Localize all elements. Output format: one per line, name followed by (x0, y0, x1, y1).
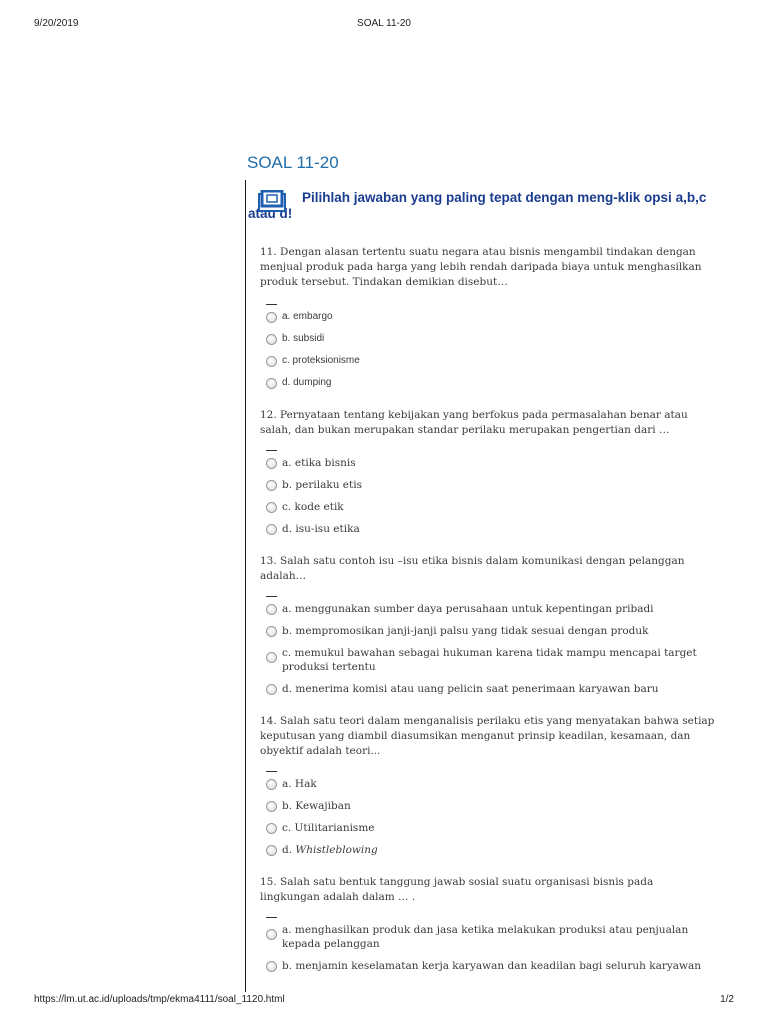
radio-button[interactable] (266, 458, 277, 469)
print-date: 9/20/2019 (34, 18, 79, 29)
option-11c[interactable] (260, 354, 716, 368)
option-14d[interactable] (260, 843, 716, 857)
answer-marker (266, 917, 277, 918)
instruction (246, 180, 726, 222)
question-text: 12. Pernyataan tentang kebijakan yang berfokus pada permasalahan benar atau salah, dan bukan merupakan standar perilaku merupakan pengertian dari … (260, 409, 688, 436)
question-text: 11. Dengan alasan tertentu suatu negara atau bisnis mengambil tindakan dengan menjual produk pada harga yang lebih rendah daripada biaya untuk menghasilkan produk tersebut. Tindakan demikian disebut… (260, 246, 702, 288)
option-label: c. proteksionisme (282, 355, 360, 366)
option-label: a. etika bisnis (282, 457, 356, 469)
option-label: d. isu-isu etika (282, 523, 360, 535)
option-label: b. subsidi (282, 333, 325, 344)
option-14a[interactable] (260, 777, 716, 791)
option-label: b. Kewajiban (282, 800, 351, 812)
option-label: c. Utilitarianisme (282, 822, 375, 834)
option-label: b. perilaku etis (282, 479, 362, 491)
option-12b[interactable] (260, 478, 716, 492)
question-11 (246, 245, 726, 390)
option-12d[interactable] (260, 522, 716, 536)
radio-button[interactable] (266, 378, 277, 389)
option-15b[interactable] (260, 959, 716, 973)
option-14c[interactable] (260, 821, 716, 835)
print-footer (0, 990, 768, 1010)
option-11d[interactable] (260, 376, 716, 390)
option-prefix: d. (282, 844, 296, 856)
option-label: a. embargo (282, 311, 333, 322)
radio-button[interactable] (266, 823, 277, 834)
option-label: a. Hak (282, 778, 317, 790)
radio-button[interactable] (266, 961, 277, 972)
print-title: SOAL 11-20 (357, 18, 411, 29)
radio-button[interactable] (266, 626, 277, 637)
page-title: SOAL 11-20 (247, 153, 339, 172)
option-term: Whistleblowing (295, 844, 378, 856)
option-14b[interactable] (260, 799, 716, 813)
option-label: c. memukul bawahan sebagai hukuman karena tidak mampu mencapai target produksi tertentu (282, 647, 697, 673)
radio-button[interactable] (266, 779, 277, 790)
radio-button[interactable] (266, 502, 277, 513)
print-header (0, 14, 768, 34)
option-11b[interactable] (260, 332, 716, 346)
radio-button[interactable] (266, 801, 277, 812)
radio-button[interactable] (266, 604, 277, 615)
answer-marker (266, 771, 277, 772)
question-text: 13. Salah satu contoh isu –isu etika bisnis dalam komunikasi dengan pelanggan adalah… (260, 555, 685, 582)
option-11a[interactable] (260, 310, 716, 324)
instruction-text: Pilihlah jawaban yang paling tepat dengan meng-klik opsi a,b,c atau d! (248, 190, 707, 221)
question-12 (246, 408, 726, 536)
option-label: c. kode etik (282, 501, 344, 513)
option-13b[interactable] (260, 624, 716, 638)
option-label: d. menerima komisi atau uang pelicin saat penerimaan karyawan baru (282, 683, 659, 695)
question-14 (246, 714, 726, 857)
quiz-content (245, 180, 726, 992)
option-label: a. menggunakan sumber daya perusahaan untuk kepentingan pribadi (282, 603, 654, 615)
question-13 (246, 554, 726, 696)
option-label (282, 843, 378, 857)
radio-button[interactable] (266, 356, 277, 367)
option-label: d. dumping (282, 377, 332, 388)
radio-button[interactable] (266, 845, 277, 856)
question-text: 14. Salah satu teori dalam menganalisis perilaku etis yang menyatakan bahwa setiap keputusan yang diambil diasumsikan menganut prinsip keadilan, kesamaan, dan obyektif adalah teori... (260, 715, 715, 757)
radio-button[interactable] (266, 480, 277, 491)
option-12a[interactable] (260, 456, 716, 470)
option-label: b. mempromosikan janji-janji palsu yang tidak sesuai dengan produk (282, 625, 649, 637)
answer-marker (266, 304, 277, 305)
radio-button[interactable] (266, 684, 277, 695)
question-15 (246, 875, 726, 973)
radio-button[interactable] (266, 929, 277, 940)
option-13d[interactable] (260, 682, 716, 696)
radio-button[interactable] (266, 524, 277, 535)
option-label: b. menjamin keselamatan kerja karyawan dan keadilan bagi seluruh karyawan (282, 960, 702, 972)
option-13a[interactable] (260, 602, 716, 616)
option-15a[interactable] (260, 923, 716, 951)
radio-button[interactable] (266, 652, 277, 663)
print-url: https://lm.ut.ac.id/uploads/tmp/ekma4111/soal_1120.html (34, 994, 285, 1005)
option-label: a. menghasilkan produk dan jasa ketika melakukan produksi atau penjualan kepada pelanggan (282, 924, 689, 950)
option-12c[interactable] (260, 500, 716, 514)
frame-icon (258, 190, 286, 212)
question-text: 15. Salah satu bentuk tanggung jawab sosial suatu organisasi bisnis pada lingkungan adalah dalam … . (260, 876, 654, 903)
radio-button[interactable] (266, 312, 277, 323)
answer-marker (266, 596, 277, 597)
answer-marker (266, 450, 277, 451)
print-page-number: 1/2 (720, 994, 734, 1005)
radio-button[interactable] (266, 334, 277, 345)
option-13c[interactable] (260, 646, 716, 674)
